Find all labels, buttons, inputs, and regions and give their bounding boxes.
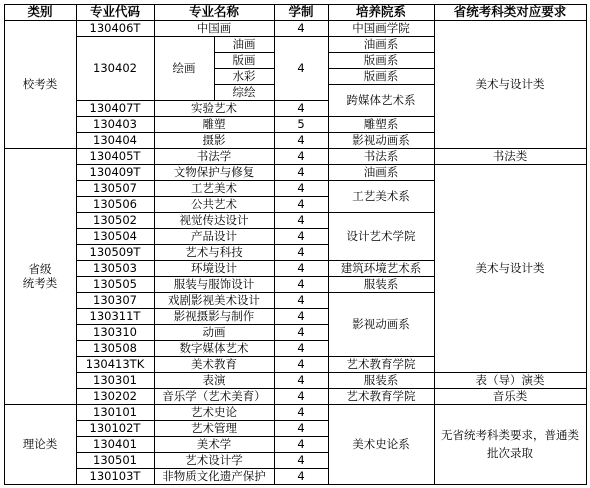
cell-code: 130403 [93,117,137,131]
cell-exam: 书法类 [492,149,528,163]
cell-years: 4 [297,405,305,419]
cell-code: 130405T [89,149,141,163]
cell-school: 影视动画系 [352,317,410,331]
cell-school: 版画系 [363,53,399,67]
cell-years: 4 [297,421,305,435]
cell-name: 绘画 [172,61,196,75]
cell-school: 服装系 [363,373,399,387]
cell-years: 4 [297,437,305,451]
cell-code: 130502 [93,213,137,227]
cell-name: 摄影 [202,133,226,147]
cell-school: 油画系 [363,37,399,51]
cell-school: 建筑环境艺术系 [340,261,422,275]
cell-exam: 美术与设计类 [475,77,545,91]
cell-code: 130311T [89,309,141,323]
cell-name: 美术教育 [191,357,237,371]
cell-name: 视觉传达设计 [179,213,249,227]
cell-code: 130503 [93,261,137,275]
cell-years: 4 [297,181,305,195]
cell-name: 美术学 [196,437,232,451]
cell-years: 4 [297,21,305,35]
cell-years: 4 [297,293,305,307]
cell-years: 4 [297,101,305,115]
cell-years: 4 [297,309,305,323]
cell-years: 5 [297,117,305,131]
cell-code: 130102T [89,421,141,435]
cell-school: 影视动画系 [352,133,410,147]
cell-school: 油画系 [363,165,399,179]
cell-name: 产品设计 [191,229,237,243]
cell-school: 书法系 [363,149,399,163]
group-provincial-exam: 省级 统考类 [22,262,58,290]
cell-code: 130409T [89,165,141,179]
cell-school: 工艺美术系 [352,189,410,203]
cell-exam: 美术与设计类 [475,261,545,275]
cell-name: 数字媒体艺术 [179,341,249,355]
cell-code: 130504 [93,229,137,243]
cell-years: 4 [297,277,305,291]
cell-school: 艺术教育学院 [346,389,416,403]
cell-code: 130508 [93,341,137,355]
cell-code: 130101 [93,405,137,419]
cell-name: 动画 [202,325,226,339]
cell-name: 工艺美术 [191,181,237,195]
cell-school: 美术史论系 [352,437,410,451]
cell-years: 4 [297,133,305,147]
cell-name: 文物保护与修复 [173,165,255,179]
cell-years: 4 [297,229,305,243]
cell-name: 艺术设计学 [185,453,243,467]
cell-name: 中国画 [196,21,232,35]
cell-years: 4 [297,261,305,275]
cell-years: 4 [297,149,305,163]
cell-years: 4 [297,165,305,179]
cell-school: 雕塑系 [363,117,399,131]
cell-name: 表演 [202,373,226,387]
header-name: 专业名称 [188,4,239,19]
cell-code: 130407T [89,101,141,115]
cell-name: 服装与服饰设计 [173,277,255,291]
cell-code: 130506 [93,197,137,211]
cell-name: 艺术史论 [191,405,237,419]
cell-years: 4 [297,341,305,355]
cell-years: 4 [297,213,305,227]
cell-name: 音乐学（艺术美育） [162,389,266,403]
cell-name: 戏剧影视美术设计 [168,293,260,307]
cell-school: 版画系 [363,69,399,83]
cell-code: 130406T [89,21,141,35]
group-theory: 理论类 [22,437,58,451]
header-category: 类别 [27,4,53,19]
cell-name: 环境设计 [191,261,237,275]
cell-school: 艺术教育学院 [346,357,416,371]
cell-code: 130501 [93,453,137,467]
cell-years: 4 [297,325,305,339]
cell-exam: 无省统考科类要求，普通类批次录取 [441,428,579,460]
cell-exam: 表（导）演类 [475,373,545,387]
cell-code: 130307 [93,293,137,307]
cell-name: 雕塑 [202,117,226,131]
cell-code: 130310 [93,325,137,339]
cell-name: 艺术与科技 [185,245,243,259]
cell-years: 4 [297,357,305,371]
cell-code: 130202 [93,389,137,403]
cell-code: 130402 [93,61,137,75]
cell-sub-major: 水彩 [232,69,256,83]
header-years: 学制 [288,4,314,19]
cell-code: 130507 [93,181,137,195]
cell-years: 4 [297,61,305,75]
cell-code: 130505 [93,277,137,291]
header-code: 专业代码 [89,4,140,19]
cell-school: 中国画学院 [352,21,410,35]
cell-school: 设计艺术学院 [346,229,416,243]
cell-years: 4 [297,469,305,483]
cell-name: 实验艺术 [191,101,237,115]
cell-sub-major: 综绘 [232,85,256,99]
cell-name: 书法学 [196,149,232,163]
cell-code: 130404 [93,133,137,147]
cell-sub-major: 油画 [232,37,256,51]
cell-exam: 音乐类 [492,389,528,403]
cell-school: 跨媒体艺术系 [346,93,416,107]
cell-years: 4 [297,453,305,467]
cell-years: 4 [297,197,305,211]
header-exam: 省统考科类对应要求 [453,4,567,19]
cell-code: 130413TK [85,357,145,371]
cell-years: 4 [297,373,305,387]
cell-sub-major: 版画 [232,53,256,67]
cell-code: 130301 [93,373,137,387]
cell-school: 服装系 [363,277,399,291]
cell-years: 4 [297,245,305,259]
header-school: 培养院系 [355,4,406,19]
cell-name: 艺术管理 [191,421,237,435]
cell-code: 130509T [89,245,141,259]
cell-code: 130401 [93,437,137,451]
cell-years: 4 [297,389,305,403]
cell-name: 非物质文化遗产保护 [162,469,266,483]
cell-name: 公共艺术 [191,197,237,211]
cell-code: 130103T [89,469,141,483]
group-school-exam: 校考类 [22,77,58,91]
cell-name: 影视摄影与制作 [173,309,255,323]
